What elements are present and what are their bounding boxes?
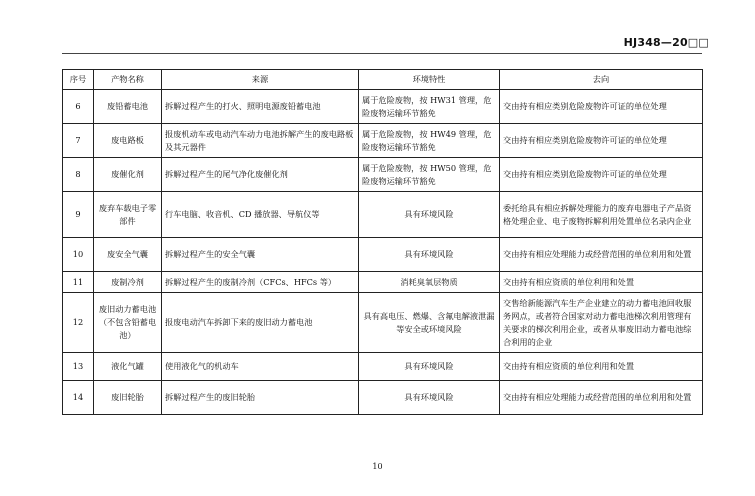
table-row: [63, 124, 703, 158]
table-row: [63, 158, 703, 192]
row-number: 9: [63, 192, 94, 238]
env-cell: 属于危险废物，按 HW49 管理，危险废物运输环节豁免: [359, 124, 500, 158]
row-number: 14: [63, 381, 94, 415]
env-cell: 属于危险废物，按 HW50 管理，危险废物运输环节豁免: [359, 158, 500, 192]
source-cell: 拆解过程产生的打火、照明电源废铅蓄电池: [162, 90, 359, 124]
product-name: 废旧动力蓄电池（不包含铅蓄电池）: [94, 293, 162, 353]
product-name: 废安全气囊: [94, 238, 162, 272]
product-name: 废电路板: [94, 124, 162, 158]
table-row: [63, 353, 703, 381]
page-number: 10: [372, 462, 383, 471]
source-cell: 报废电动汽车拆卸下来的废旧动力蓄电池: [162, 293, 359, 353]
row-number: 6: [63, 90, 94, 124]
document-code: HJ348—20□□: [623, 36, 709, 49]
destination-cell: 交由持有相应类别危险废物许可证的单位处理: [500, 124, 703, 158]
row-number: 13: [63, 353, 94, 381]
row-number: 10: [63, 238, 94, 272]
product-name: 废催化剂: [94, 158, 162, 192]
source-cell: 拆解过程产生的废旧轮胎: [162, 381, 359, 415]
column-header-no: 序号: [63, 70, 94, 90]
env-cell: 具有环境风险: [359, 381, 500, 415]
table-header-row: [63, 70, 703, 90]
source-cell: 报废机动车或电动汽车动力电池拆解产生的废电路板及其元器件: [162, 124, 359, 158]
destination-cell: 交由持有相应处理能力或经营范围的单位利用和处置: [500, 381, 703, 415]
env-cell: 具有环境风险: [359, 353, 500, 381]
row-number: 8: [63, 158, 94, 192]
source-cell: 拆解过程产生的废制冷剂（CFCs、HFCs 等）: [162, 272, 359, 293]
header-rule: [62, 53, 702, 54]
destination-cell: 交由持有相应资质的单位利用和处置: [500, 272, 703, 293]
waste-products-table: [62, 69, 703, 415]
destination-cell: 交由持有相应类别危险废物许可证的单位处理: [500, 90, 703, 124]
table-row: [63, 90, 703, 124]
table-row: [63, 272, 703, 293]
env-cell: 消耗臭氧层物质: [359, 272, 500, 293]
table-row: [63, 381, 703, 415]
source-cell: 拆解过程产生的安全气囊: [162, 238, 359, 272]
column-header-source: 来源: [162, 70, 359, 90]
env-cell: 具有环境风险: [359, 192, 500, 238]
env-cell: 具有环境风险: [359, 238, 500, 272]
product-name: 液化气罐: [94, 353, 162, 381]
source-cell: 行车电脑、收音机、CD 播放器、导航仪等: [162, 192, 359, 238]
product-name: 废弃车载电子零部件: [94, 192, 162, 238]
column-header-dest: 去向: [500, 70, 703, 90]
destination-cell: 委托给具有相应拆解处理能力的废弃电器电子产品资格处理企业、电子废物拆解利用处置单位名录内企业: [500, 192, 703, 238]
destination-cell: 交售给新能源汽车生产企业建立的动力蓄电池回收服务网点，或者符合国家对动力蓄电池梯次利用管理有关要求的梯次利用企业，或者从事废旧动力蓄电池综合利用的企业: [500, 293, 703, 353]
env-cell: 具有高电压、燃爆、含氟电解液泄漏等安全或环境风险: [359, 293, 500, 353]
source-cell: 使用液化气的机动车: [162, 353, 359, 381]
table-row: [63, 192, 703, 238]
destination-cell: 交由持有相应类别危险废物许可证的单位处理: [500, 158, 703, 192]
destination-cell: 交由持有相应资质的单位利用和处置: [500, 353, 703, 381]
column-header-env: 环境特性: [359, 70, 500, 90]
env-cell: 属于危险废物，按 HW31 管理，危险废物运输环节豁免: [359, 90, 500, 124]
product-name: 废铅蓄电池: [94, 90, 162, 124]
source-cell: 拆解过程产生的尾气净化废催化剂: [162, 158, 359, 192]
product-name: 废旧轮胎: [94, 381, 162, 415]
row-number: 11: [63, 272, 94, 293]
row-number: 7: [63, 124, 94, 158]
column-header-name: 产物名称: [94, 70, 162, 90]
row-number: 12: [63, 293, 94, 353]
table-row: [63, 293, 703, 353]
destination-cell: 交由持有相应处理能力或经营范围的单位利用和处置: [500, 238, 703, 272]
table-row: [63, 238, 703, 272]
product-name: 废制冷剂: [94, 272, 162, 293]
